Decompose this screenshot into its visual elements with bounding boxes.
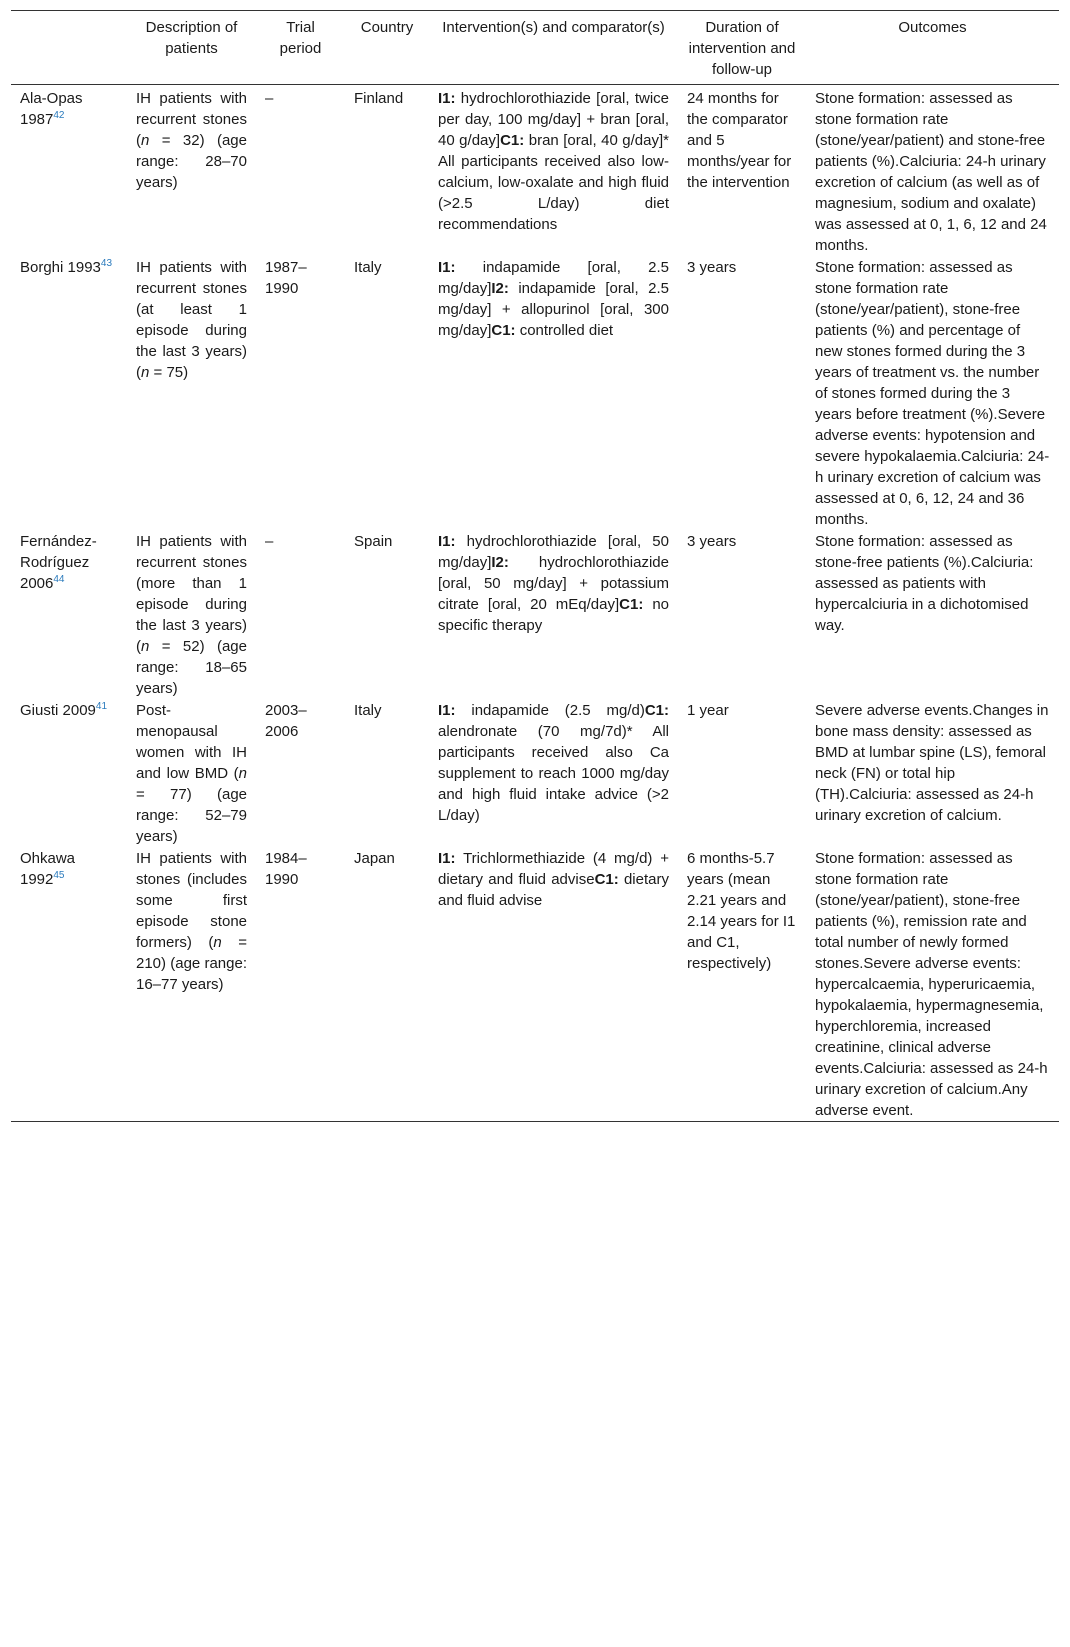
arm-description: hydrochlorothiazide [oral, twice per day, 100 mg/day] + bran [oral, 40 g/day] [438,90,669,149]
arm-label: C1: [594,871,619,888]
duration-cell: 6 months-5.7 years (mean 2.21 years and 2.14 years for I1 and C1, respectively) [687,850,796,972]
interventions-cell [429,256,678,530]
header-description: Description of patients [145,19,238,57]
arm-description: hydrochlorothiazide [oral, 50 mg/day] + potassium citrate [oral, 20 mEq/day] [438,554,669,613]
reference-link[interactable]: 45 [53,870,65,881]
study-name: Ala-Opas 1987 [20,90,83,128]
arm-label: I1: [438,533,456,550]
arm-label: I1: [438,850,456,867]
study-characteristics-table [11,10,1059,1122]
arm-description: bran [oral, 40 g/day]* All participants received also low-calcium, low-oxalate and high fluid (>2.5 L/day) diet recommendations [438,132,669,233]
arm-description: Trichlormethiazide (4 mg/d) + dietary and fluid advise [438,850,669,888]
description-cell [127,256,256,530]
table-body [11,85,1059,1122]
description-text: IH patients with recurrent stones (more than 1 episode during the last 3 years) ( [136,533,247,655]
study-name: Borghi 1993 [20,259,101,276]
outcomes-cell: Stone formation: assessed as stone-free patients (%).Calciuria: assessed as patients with hypercalciuria in a dichotomised way. [815,533,1034,634]
table-row [11,847,1059,1122]
interventions-cell [429,847,678,1122]
description-text: = 77) (age range: 52–79 years) [136,786,247,845]
study-cell [11,530,127,699]
header-row [11,11,1059,85]
description-text: Post-menopausal women with IH and low BMD ( [136,702,247,782]
arm-label: C1: [491,322,516,339]
outcomes-cell: Stone formation: assessed as stone formation rate (stone/year/patient) and stone-free patients (%).Calciuria: 24-h urinary excretion of calcium (as well as of magnesium, sodium and oxalate) was assessed at 0, 1, 6, 12 and 24 months. [815,90,1047,254]
country-cell: Finland [354,90,404,107]
description-text: = 52) (age range: 18–65 years) [136,638,247,697]
description-cell [127,530,256,699]
header-trial-period: Trial period [279,19,322,57]
table-header [11,11,1059,85]
arm-label: C1: [619,596,644,613]
header-interventions: Intervention(s) and comparator(s) [442,19,665,36]
arm-label: I1: [438,259,456,276]
interventions-cell [429,530,678,699]
outcomes-cell: Severe adverse events.Changes in bone mass density: assessed as BMD at lumbar spine (LS), femoral neck (FN) or total hip (TH).Calciuria: assessed as 24-h urinary excretion of calcium. [815,702,1049,824]
sample-size-symbol: n [141,132,150,149]
sample-size-symbol: n [238,765,247,782]
country-cell: Spain [354,533,393,550]
header-duration: Duration of intervention and follow-up [688,19,796,78]
arm-label: C1: [644,702,669,719]
arm-description: dietary and fluid advise [438,871,669,909]
trial-period-cell: 1984–1990 [265,850,307,888]
reference-link[interactable]: 43 [100,258,113,269]
table-row [11,530,1059,699]
description-text: IH patients with stones (includes some first episode stone formers) ( [136,850,247,951]
study-cell [11,699,127,847]
header-outcomes: Outcomes [898,19,967,36]
country-cell: Italy [354,702,382,719]
description-text: = 210) (age range: 16–77 years) [136,934,247,993]
country-cell: Japan [354,850,395,867]
trial-period-cell: – [265,90,274,107]
study-name: Ohkawa 1992 [20,850,76,888]
description-cell [127,699,256,847]
arm-description: no specific therapy [438,596,670,634]
table-row [11,699,1059,847]
description-text: IH patients with recurrent stones (at least 1 episode during the last 3 years) ( [136,259,247,381]
study-name: Fernández-Rodríguez 2006 [20,533,97,592]
duration-cell: 24 months for the comparator and 5 months/year for the intervention [687,90,792,191]
trial-period-cell: 2003–2006 [265,702,307,740]
duration-cell: 1 year [687,702,729,719]
trial-period-cell: 1987–1990 [265,259,307,297]
arm-label: I1: [438,90,456,107]
sample-size-symbol: n [141,364,150,381]
arm-label: I2: [491,554,509,571]
arm-description: alendronate (70 mg/7d)* All participants received also Ca supplement to reach 1000 mg/day and high fluid intake advice (>2 L/day) [438,723,669,824]
duration-cell: 3 years [687,533,737,550]
table-row [11,256,1059,530]
study-cell [11,847,127,1122]
arm-label: I2: [491,280,509,297]
study-cell [11,256,127,530]
study-name: Giusti 2009 [20,702,96,719]
trial-period-cell: – [265,533,274,550]
outcomes-cell: Stone formation: assessed as stone formation rate (stone/year/patient), stone-free patients (%) and percentage of new stones formed during the 3 years of treatment vs. the number of stones formed during the 3 years before treatment (%).Severe adverse events: hypotension and severe hypokalaemia.Calciuria: 24-h urinary excretion of calcium was assessed at 0, 6, 12, 24 and 36 months. [815,259,1050,528]
description-text: = 32) (age range: 28–70 years) [136,132,247,191]
arm-description: indapamide [oral, 2.5 mg/day] [438,259,669,297]
description-text: = 75) [149,364,189,381]
arm-description: indapamide [oral, 2.5 mg/day] + allopurinol [oral, 300 mg/day] [438,280,669,339]
arm-label: C1: [500,132,525,149]
country-cell: Italy [354,259,382,276]
table-row [11,85,1059,257]
arm-description: controlled diet [515,322,614,339]
interventions-cell [429,85,678,257]
duration-cell: 3 years [687,259,737,276]
header-country: Country [360,19,414,36]
arm-description: indapamide (2.5 mg/d) [455,702,645,719]
sample-size-symbol: n [213,934,222,951]
description-text: IH patients with recurrent stones ( [136,90,247,149]
arm-label: I1: [438,702,456,719]
reference-link[interactable]: 41 [95,701,108,712]
description-cell [127,85,256,257]
reference-link[interactable]: 44 [53,574,65,585]
outcomes-cell: Stone formation: assessed as stone formation rate (stone/year/patient), stone-free patients (%), remission rate and total number of newly formed stones.Severe adverse events: hypercalcaemia, hyperuricaemia, hypokalaemia, hypermagnesemia, hyperchloremia, increased creatinine, clinical adverse events.Calciuria: assessed as 24-h urinary excretion of calcium.Any adverse event. [815,850,1048,1119]
arm-description: hydrochlorothiazide [oral, 50 mg/day] [438,533,669,571]
header-study [11,11,127,85]
description-cell [127,847,256,1122]
reference-link[interactable]: 42 [53,110,65,121]
study-cell [11,85,127,257]
interventions-cell [429,699,678,847]
sample-size-symbol: n [141,638,150,655]
